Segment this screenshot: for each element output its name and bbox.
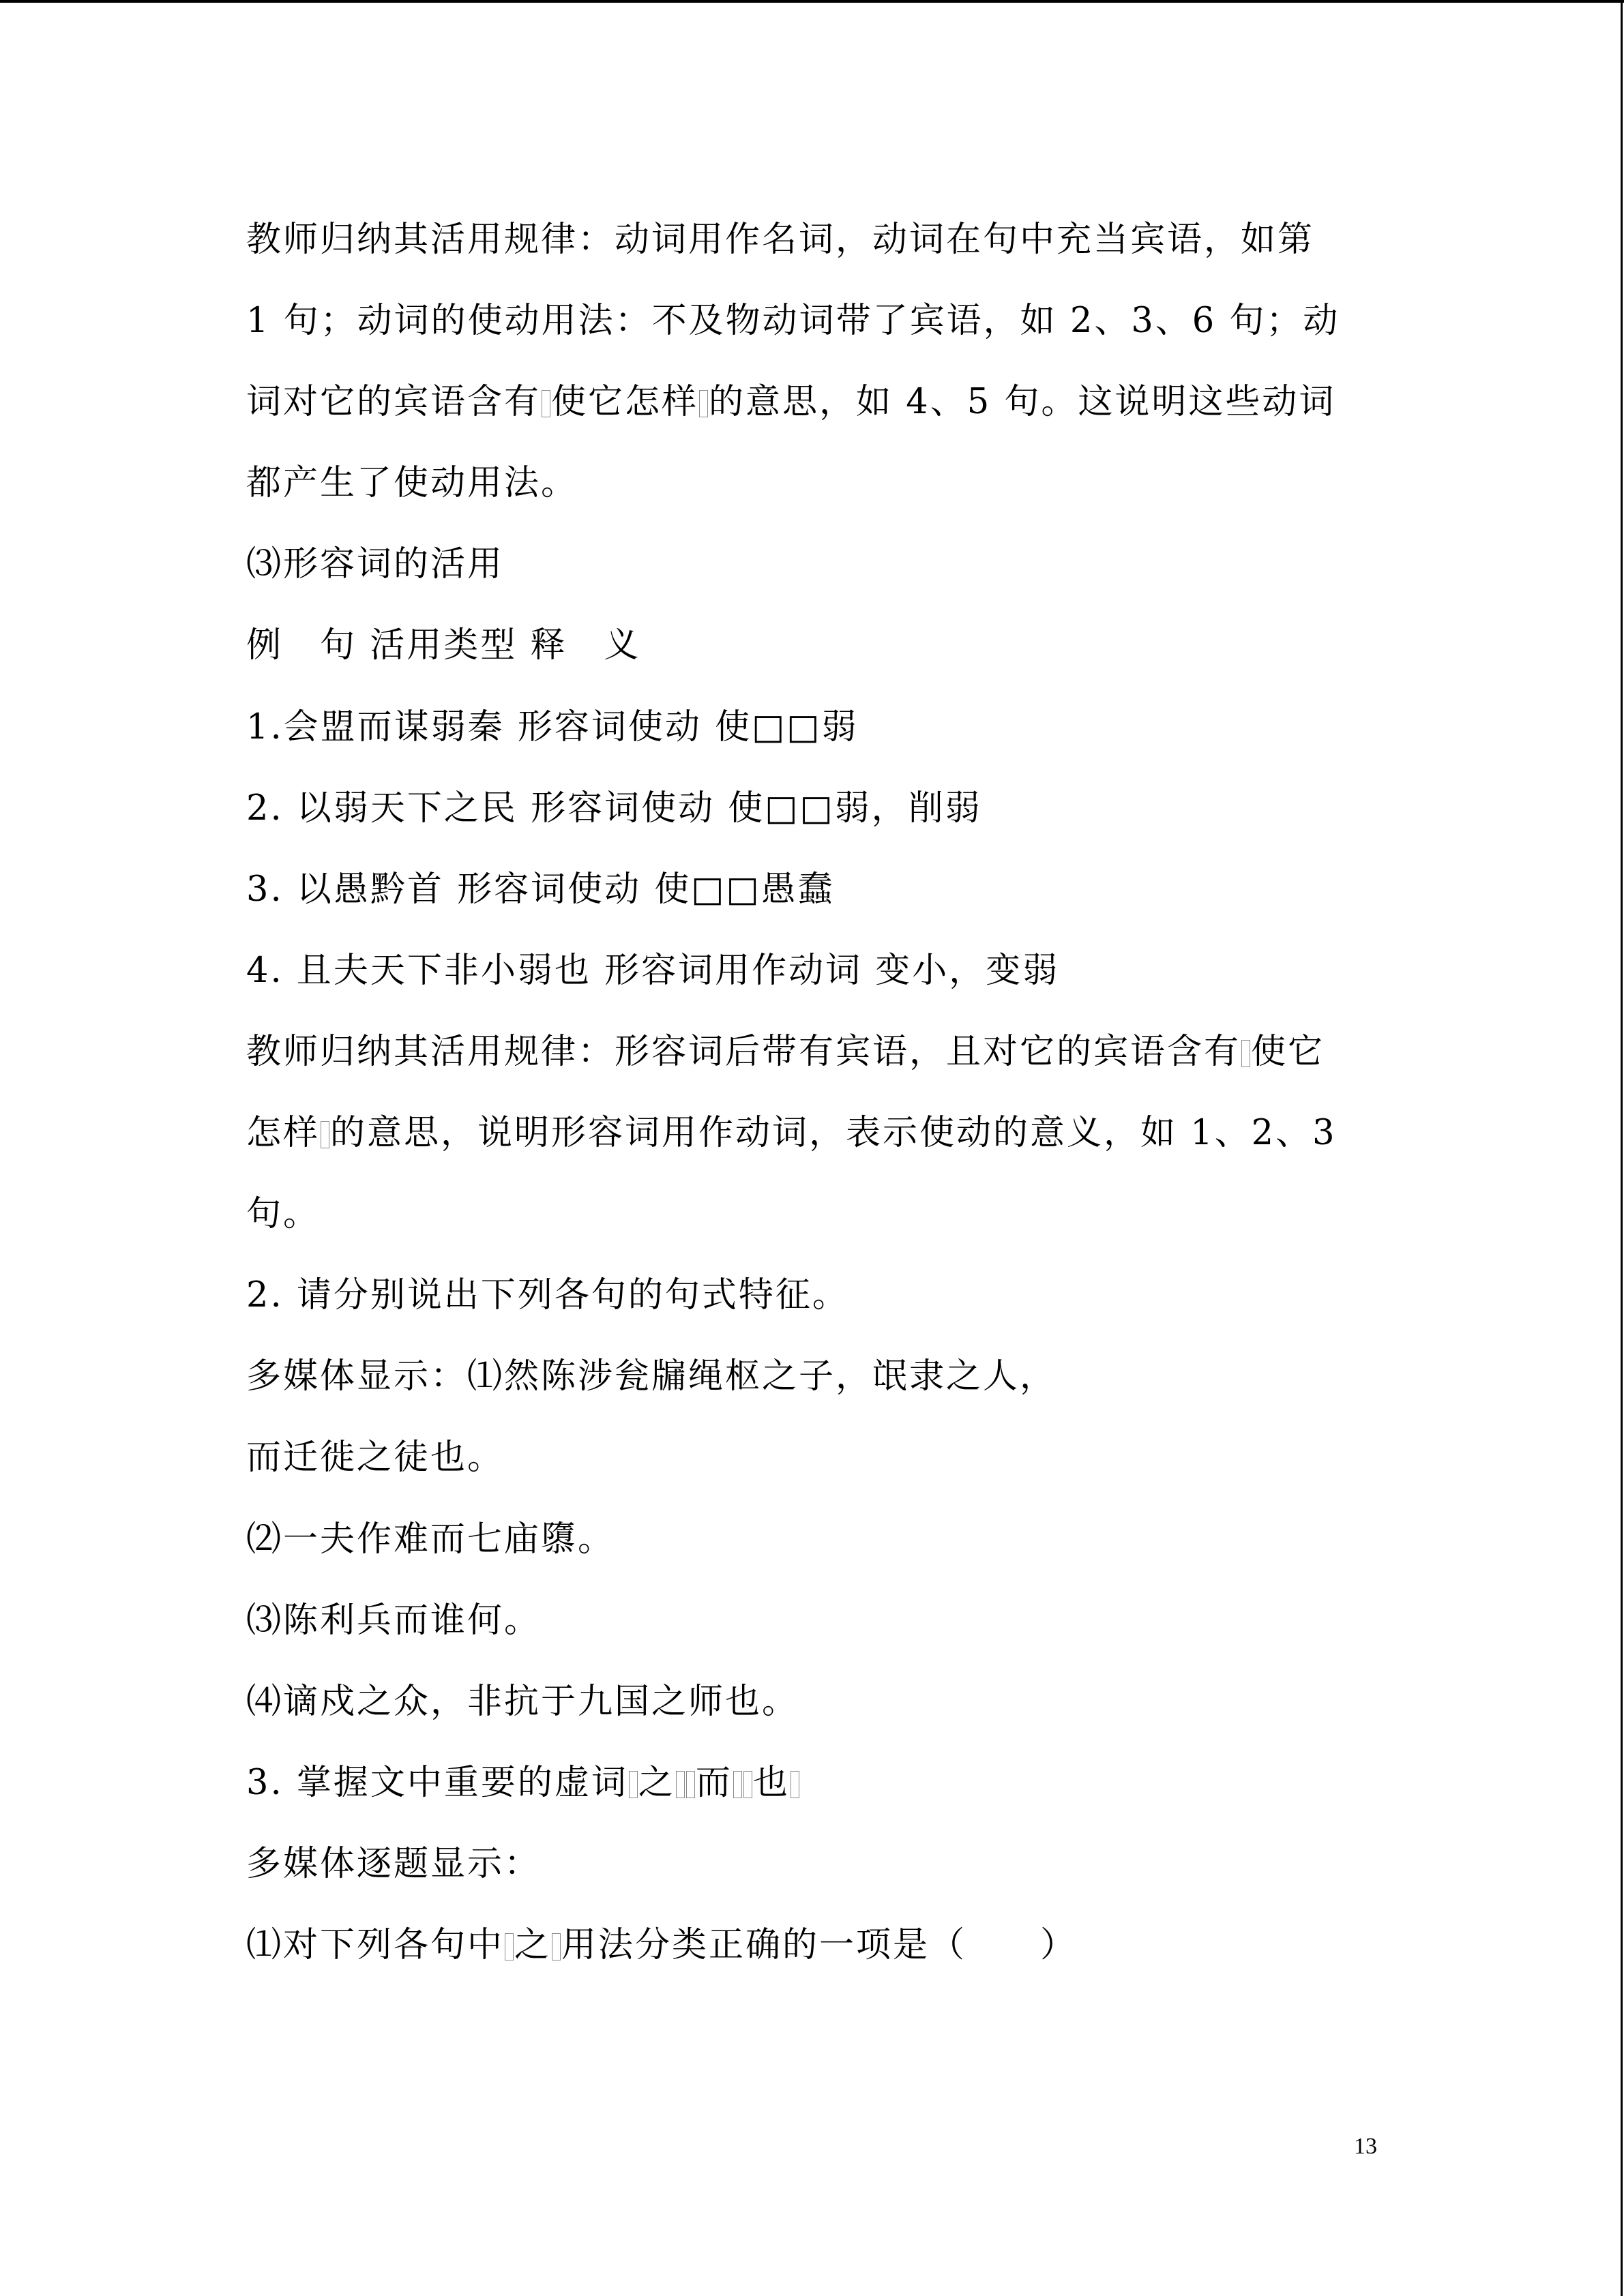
text-line: [246, 605, 1378, 686]
text-line: [246, 1417, 1378, 1498]
document-body: [246, 199, 1378, 1986]
text-line: [246, 1742, 1378, 1823]
text-run: ⑴对下列各句中: [246, 1924, 505, 1965]
text-line: [246, 768, 1378, 849]
text-line: [246, 1905, 1378, 1986]
missing-glyph-box: [542, 390, 550, 417]
text-run: 多媒体逐题显示：: [246, 1843, 542, 1884]
missing-glyph-box: [733, 1771, 742, 1798]
text-line: [246, 849, 1378, 930]
text-run: 教师归纳其活用规律：形容词后带有宾语，且对它的宾语含有: [246, 1031, 1241, 1072]
text-run: 也: [752, 1762, 790, 1803]
text-run: 2. 以弱天下之民 形容词使动 使□□弱，削弱: [246, 788, 982, 829]
text-line: [246, 687, 1378, 768]
text-line: [246, 443, 1378, 524]
text-line: [246, 1499, 1378, 1580]
missing-glyph-box: [629, 1771, 638, 1798]
text-run: 用法分类正确的一项是（ ）: [561, 1924, 1078, 1965]
text-run: 3. 以愚黔首 形容词使动 使□□愚蠢: [246, 869, 835, 910]
text-line: [246, 199, 1378, 280]
text-run: 多媒体显示：⑴然陈涉瓮牖绳枢之子，氓隶之人，: [246, 1356, 1057, 1397]
text-run: 使它: [1251, 1031, 1325, 1072]
text-line: [246, 1174, 1378, 1255]
page-border-right: [1621, 0, 1623, 2296]
text-line: [246, 1092, 1378, 1174]
text-run: 而迁徙之徒也。: [246, 1437, 505, 1478]
text-line: [246, 361, 1378, 443]
text-run: ⑵一夫作难而七庙隳。: [246, 1519, 615, 1560]
missing-glyph-box: [552, 1933, 561, 1960]
page-border-top: [0, 0, 1624, 3]
missing-glyph-box: [505, 1933, 514, 1960]
missing-glyph-box: [699, 390, 708, 417]
text-line: [246, 280, 1378, 361]
text-run: 的意思，如 4、5 句。这说明这些动词: [709, 382, 1336, 423]
text-run: 使它怎样: [551, 382, 699, 423]
missing-glyph-box: [676, 1771, 685, 1798]
text-run: 的意思，说明形容词用作动词，表示使动的意义，如 1、2、3: [330, 1113, 1337, 1154]
text-run: 之: [514, 1924, 552, 1965]
missing-glyph-box: [743, 1771, 752, 1798]
text-run: 4. 且夫天下非小弱也 形容词用作动词 变小，变弱: [246, 950, 1060, 991]
text-line: [246, 930, 1378, 1011]
text-line: [246, 1255, 1378, 1336]
text-line: [246, 1336, 1378, 1417]
text-line: [246, 1823, 1378, 1905]
text-run: 而: [695, 1762, 733, 1803]
text-line: [246, 524, 1378, 605]
text-run: ⑶形容词的活用: [246, 544, 505, 585]
missing-glyph-box: [321, 1121, 329, 1148]
text-line: [246, 1661, 1378, 1742]
text-run: 教师归纳其活用规律：动词用作名词，动词在句中充当宾语，如第: [246, 220, 1315, 260]
text-run: ⑷谪戍之众，非抗于九国之师也。: [246, 1681, 799, 1722]
text-run: 怎样: [246, 1113, 321, 1154]
text-run: 都产生了使动用法。: [246, 463, 578, 504]
text-run: 3. 掌握文中重要的虚词: [246, 1762, 628, 1803]
text-run: 之: [638, 1762, 675, 1803]
missing-glyph-box: [686, 1771, 695, 1798]
text-line: [246, 1011, 1378, 1092]
text-run: 例 句 活用类型 释 义: [246, 625, 641, 666]
text-run: 句。: [246, 1194, 321, 1235]
text-run: 1.会盟而谋弱秦 形容词使动 使□□弱: [246, 706, 859, 747]
text-run: ⑶陈利兵而谁何。: [246, 1600, 542, 1641]
missing-glyph-box: [1241, 1040, 1250, 1067]
page-number: 13: [1354, 2134, 1377, 2159]
text-run: 1 句；动词的使动用法：不及物动词带了宾语，如 2、3、6 句；动: [246, 301, 1340, 342]
text-run: 2. 请分别说出下列各句的句式特征。: [246, 1275, 849, 1316]
text-line: [246, 1580, 1378, 1661]
text-run: 词对它的宾语含有: [246, 382, 542, 423]
missing-glyph-box: [791, 1771, 799, 1798]
